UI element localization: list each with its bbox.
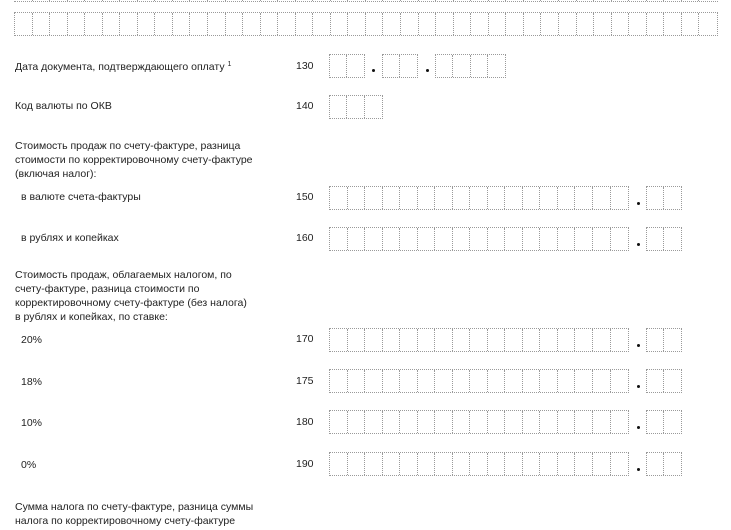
char-cell[interactable]: [453, 453, 471, 475]
char-cell[interactable]: [559, 0, 577, 1]
char-cell[interactable]: [488, 187, 506, 209]
char-cell[interactable]: [365, 96, 382, 118]
char-cell[interactable]: [488, 55, 505, 77]
amount-160-fraction-cells[interactable]: [646, 227, 682, 251]
date-separator-dot: [372, 69, 375, 72]
char-cell[interactable]: [365, 370, 383, 392]
char-cell[interactable]: [436, 0, 454, 1]
char-cell[interactable]: [470, 187, 488, 209]
char-cell[interactable]: [400, 187, 418, 209]
char-cell[interactable]: [558, 411, 576, 433]
char-cell[interactable]: [383, 329, 401, 351]
decimal-point: [637, 243, 640, 246]
char-cell[interactable]: [383, 411, 401, 433]
char-cell[interactable]: [470, 370, 488, 392]
char-cell[interactable]: [68, 0, 86, 1]
char-cell[interactable]: [611, 453, 629, 475]
char-cell[interactable]: [593, 411, 611, 433]
line-code-160: 160: [296, 232, 314, 244]
char-cell[interactable]: [173, 13, 191, 35]
char-cell[interactable]: [278, 13, 296, 35]
char-cell[interactable]: [418, 329, 436, 351]
char-cell[interactable]: [488, 329, 506, 351]
in-invoice-currency-label: в валюте счета-фактуры: [21, 191, 141, 203]
char-cell[interactable]: [120, 13, 138, 35]
char-cell[interactable]: [488, 370, 506, 392]
char-cell[interactable]: [419, 13, 437, 35]
char-cell[interactable]: [348, 187, 366, 209]
char-cell[interactable]: [33, 13, 51, 35]
char-cell[interactable]: [575, 329, 593, 351]
char-cell[interactable]: [68, 13, 86, 35]
char-cell[interactable]: [190, 0, 208, 1]
char-cell[interactable]: [365, 187, 383, 209]
char-cell[interactable]: [226, 13, 244, 35]
char-cell[interactable]: [647, 228, 664, 250]
char-cell[interactable]: [540, 228, 558, 250]
char-cell[interactable]: [593, 187, 611, 209]
char-cell[interactable]: [453, 370, 471, 392]
char-cell[interactable]: [489, 13, 507, 35]
char-cell[interactable]: [540, 411, 558, 433]
char-cell[interactable]: [523, 187, 541, 209]
decimal-point: [637, 468, 640, 471]
char-cell[interactable]: [365, 453, 383, 475]
char-cell[interactable]: [400, 411, 418, 433]
char-cell[interactable]: [400, 370, 418, 392]
char-cell[interactable]: [348, 329, 366, 351]
char-cell[interactable]: [575, 453, 593, 475]
amount-150-fraction-cells[interactable]: [646, 186, 682, 210]
char-cell[interactable]: [594, 0, 612, 1]
char-cell[interactable]: [348, 453, 366, 475]
char-cell[interactable]: [593, 228, 611, 250]
char-cell[interactable]: [575, 411, 593, 433]
char-cell[interactable]: [435, 187, 453, 209]
char-cell[interactable]: [400, 55, 417, 77]
char-cell[interactable]: [523, 228, 541, 250]
sales-cost-heading: Стоимость продаж по счету-фактуре, разница стоимости по корректировочному счету-фактуре (включая налог):: [15, 140, 253, 180]
char-cell[interactable]: [190, 13, 208, 35]
char-cell[interactable]: [647, 0, 665, 1]
char-cell[interactable]: [418, 411, 436, 433]
top-cells-row-upper[interactable]: [14, 0, 718, 2]
line-code-140: 140: [296, 100, 314, 112]
char-cell[interactable]: [470, 411, 488, 433]
footnote-marker: 1: [227, 61, 232, 68]
char-cell[interactable]: [296, 13, 314, 35]
char-cell[interactable]: [365, 228, 383, 250]
char-cell[interactable]: [50, 13, 68, 35]
char-cell[interactable]: [505, 187, 523, 209]
char-cell[interactable]: [348, 0, 366, 1]
char-cell[interactable]: [435, 329, 453, 351]
char-cell[interactable]: [647, 370, 664, 392]
char-cell[interactable]: [138, 0, 156, 1]
rate-0-label: 0%: [21, 459, 37, 471]
amount-170-fraction-cells[interactable]: [646, 328, 682, 352]
char-cell[interactable]: [593, 453, 611, 475]
char-cell[interactable]: [383, 453, 401, 475]
char-cell[interactable]: [138, 13, 156, 35]
amount-150-integer-cells[interactable]: [329, 186, 629, 210]
amount-180-integer-cells[interactable]: [329, 410, 629, 434]
char-cell[interactable]: [471, 55, 488, 77]
char-cell[interactable]: [506, 0, 524, 1]
char-cell[interactable]: [611, 370, 629, 392]
char-cell[interactable]: [505, 228, 523, 250]
char-cell[interactable]: [418, 228, 436, 250]
char-cell[interactable]: [347, 55, 364, 77]
date-label: Дата документа, подтверждающего оплату $^1$: [15, 61, 232, 73]
char-cell[interactable]: [577, 0, 595, 1]
char-cell[interactable]: [226, 0, 244, 1]
char-cell[interactable]: [436, 13, 454, 35]
char-cell[interactable]: [85, 13, 103, 35]
char-cell[interactable]: [558, 228, 576, 250]
char-cell[interactable]: [418, 370, 436, 392]
amount-180-fraction-cells[interactable]: [646, 410, 682, 434]
char-cell[interactable]: [470, 228, 488, 250]
char-cell[interactable]: [453, 411, 471, 433]
char-cell[interactable]: [524, 13, 542, 35]
char-cell[interactable]: [330, 329, 348, 351]
char-cell[interactable]: [647, 453, 664, 475]
rate-20-label: 20%: [21, 334, 43, 346]
char-cell[interactable]: [261, 0, 279, 1]
char-cell[interactable]: [330, 453, 348, 475]
char-cell[interactable]: [400, 453, 418, 475]
char-cell[interactable]: [435, 453, 453, 475]
char-cell[interactable]: [330, 370, 348, 392]
char-cell[interactable]: [103, 0, 121, 1]
char-cell[interactable]: [505, 329, 523, 351]
char-cell[interactable]: [505, 370, 523, 392]
char-cell[interactable]: [647, 329, 664, 351]
char-cell[interactable]: [453, 228, 471, 250]
decimal-point: [637, 426, 640, 429]
decimal-point: [637, 202, 640, 205]
char-cell[interactable]: [383, 370, 401, 392]
char-cell[interactable]: [664, 228, 681, 250]
char-cell[interactable]: [313, 13, 331, 35]
char-cell[interactable]: [348, 13, 366, 35]
char-cell[interactable]: [400, 329, 418, 351]
char-cell[interactable]: [611, 187, 629, 209]
char-cell[interactable]: [540, 370, 558, 392]
char-cell[interactable]: [401, 0, 419, 1]
char-cell[interactable]: [611, 411, 629, 433]
char-cell[interactable]: [664, 370, 681, 392]
char-cell[interactable]: [506, 13, 524, 35]
char-cell[interactable]: [330, 96, 347, 118]
char-cell[interactable]: [559, 13, 577, 35]
char-cell[interactable]: [541, 0, 559, 1]
char-cell[interactable]: [664, 187, 681, 209]
char-cell[interactable]: [85, 0, 103, 1]
char-cell[interactable]: [103, 13, 121, 35]
in-rubles-label: в рублях и копейках: [21, 232, 119, 244]
currency-label: Код валюты по ОКВ: [15, 100, 112, 112]
char-cell[interactable]: [383, 0, 401, 1]
date-year-cells[interactable]: [435, 54, 506, 78]
line-code-150: 150: [296, 191, 314, 203]
char-cell[interactable]: [558, 370, 576, 392]
char-cell[interactable]: [505, 453, 523, 475]
rate-18-label: 18%: [21, 376, 43, 388]
char-cell[interactable]: [15, 13, 33, 35]
char-cell[interactable]: [330, 55, 347, 77]
char-cell[interactable]: [208, 13, 226, 35]
char-cell[interactable]: [541, 13, 559, 35]
char-cell[interactable]: [523, 411, 541, 433]
tax-sum-heading: Сумма налога по счету-фактуре, разница суммы налога по корректировочному счету-фактуре: [15, 501, 254, 527]
char-cell[interactable]: [261, 13, 279, 35]
decimal-point: [637, 344, 640, 347]
char-cell[interactable]: [699, 13, 717, 35]
amount-170-integer-cells[interactable]: [329, 328, 629, 352]
char-cell[interactable]: [540, 187, 558, 209]
decimal-point: [637, 385, 640, 388]
line-code-130: 130: [296, 60, 314, 72]
char-cell[interactable]: [611, 329, 629, 351]
char-cell[interactable]: [629, 13, 647, 35]
char-cell[interactable]: [50, 0, 68, 1]
char-cell[interactable]: [664, 13, 682, 35]
char-cell[interactable]: [523, 453, 541, 475]
amount-190-integer-cells[interactable]: [329, 452, 629, 476]
char-cell[interactable]: [418, 453, 436, 475]
char-cell[interactable]: [558, 453, 576, 475]
char-cell[interactable]: [593, 329, 611, 351]
char-cell[interactable]: [594, 13, 612, 35]
amount-175-integer-cells[interactable]: [329, 369, 629, 393]
char-cell[interactable]: [435, 370, 453, 392]
char-cell[interactable]: [488, 228, 506, 250]
char-cell[interactable]: [612, 0, 630, 1]
top-cells-row[interactable]: [14, 12, 718, 36]
char-cell[interactable]: [366, 0, 384, 1]
char-cell[interactable]: [347, 96, 364, 118]
char-cell[interactable]: [15, 0, 33, 1]
char-cell[interactable]: [365, 329, 383, 351]
char-cell[interactable]: [208, 0, 226, 1]
amount-190-fraction-cells[interactable]: [646, 452, 682, 476]
char-cell[interactable]: [453, 187, 471, 209]
line-code-175: 175: [296, 375, 314, 387]
char-cell[interactable]: [699, 0, 717, 1]
char-cell[interactable]: [243, 13, 261, 35]
char-cell[interactable]: [366, 13, 384, 35]
char-cell[interactable]: [682, 0, 700, 1]
char-cell[interactable]: [383, 228, 401, 250]
char-cell[interactable]: [155, 13, 173, 35]
char-cell[interactable]: [296, 0, 314, 1]
char-cell[interactable]: [435, 411, 453, 433]
char-cell[interactable]: [489, 0, 507, 1]
char-cell[interactable]: [330, 411, 348, 433]
char-cell[interactable]: [400, 228, 418, 250]
char-cell[interactable]: [348, 411, 366, 433]
char-cell[interactable]: [365, 411, 383, 433]
char-cell[interactable]: [611, 228, 629, 250]
char-cell[interactable]: [453, 55, 470, 77]
char-cell[interactable]: [682, 13, 700, 35]
char-cell[interactable]: [575, 187, 593, 209]
char-cell[interactable]: [664, 329, 681, 351]
rate-10-label: 10%: [21, 417, 43, 429]
char-cell[interactable]: [593, 370, 611, 392]
char-cell[interactable]: [488, 411, 506, 433]
char-cell[interactable]: [243, 0, 261, 1]
line-code-170: 170: [296, 333, 314, 345]
char-cell[interactable]: [664, 411, 681, 433]
char-cell[interactable]: [647, 13, 665, 35]
char-cell[interactable]: [454, 13, 472, 35]
char-cell[interactable]: [558, 329, 576, 351]
char-cell[interactable]: [120, 0, 138, 1]
char-cell[interactable]: [348, 370, 366, 392]
taxable-heading: Стоимость продаж, облагаемых налогом, по счету-фактуре, разница стоимости по корректировочному счету-фактуре (без налога) в рублях и копейках, по ставке:: [15, 269, 247, 323]
char-cell[interactable]: [540, 453, 558, 475]
char-cell[interactable]: [471, 0, 489, 1]
char-cell[interactable]: [470, 453, 488, 475]
line-code-190: 190: [296, 458, 314, 470]
char-cell[interactable]: [470, 329, 488, 351]
char-cell[interactable]: [524, 0, 542, 1]
char-cell[interactable]: [419, 0, 437, 1]
char-cell[interactable]: [577, 13, 595, 35]
char-cell[interactable]: [331, 0, 349, 1]
currency-code-cells[interactable]: [329, 95, 383, 119]
char-cell[interactable]: [505, 411, 523, 433]
char-cell[interactable]: [558, 187, 576, 209]
line-code-180: 180: [296, 416, 314, 428]
char-cell[interactable]: [575, 370, 593, 392]
char-cell[interactable]: [629, 0, 647, 1]
amount-160-integer-cells[interactable]: [329, 227, 629, 251]
char-cell[interactable]: [612, 13, 630, 35]
char-cell[interactable]: [348, 228, 366, 250]
date-day-cells[interactable]: [329, 54, 365, 78]
char-cell[interactable]: [331, 13, 349, 35]
amount-175-fraction-cells[interactable]: [646, 369, 682, 393]
char-cell[interactable]: [664, 0, 682, 1]
char-cell[interactable]: [278, 0, 296, 1]
char-cell[interactable]: [401, 13, 419, 35]
char-cell[interactable]: [575, 228, 593, 250]
char-cell[interactable]: [383, 55, 400, 77]
char-cell[interactable]: [436, 55, 453, 77]
char-cell[interactable]: [33, 0, 51, 1]
char-cell[interactable]: [523, 370, 541, 392]
char-cell[interactable]: [330, 228, 348, 250]
char-cell[interactable]: [418, 187, 436, 209]
char-cell[interactable]: [647, 187, 664, 209]
char-cell[interactable]: [540, 329, 558, 351]
char-cell[interactable]: [173, 0, 191, 1]
char-cell[interactable]: [435, 228, 453, 250]
char-cell[interactable]: [313, 0, 331, 1]
char-cell[interactable]: [488, 453, 506, 475]
char-cell[interactable]: [647, 411, 664, 433]
char-cell[interactable]: [155, 0, 173, 1]
date-separator-dot: [426, 69, 429, 72]
char-cell[interactable]: [383, 13, 401, 35]
char-cell[interactable]: [523, 329, 541, 351]
char-cell[interactable]: [330, 187, 348, 209]
date-month-cells[interactable]: [382, 54, 418, 78]
char-cell[interactable]: [664, 453, 681, 475]
char-cell[interactable]: [471, 13, 489, 35]
char-cell[interactable]: [454, 0, 472, 1]
char-cell[interactable]: [383, 187, 401, 209]
char-cell[interactable]: [453, 329, 471, 351]
